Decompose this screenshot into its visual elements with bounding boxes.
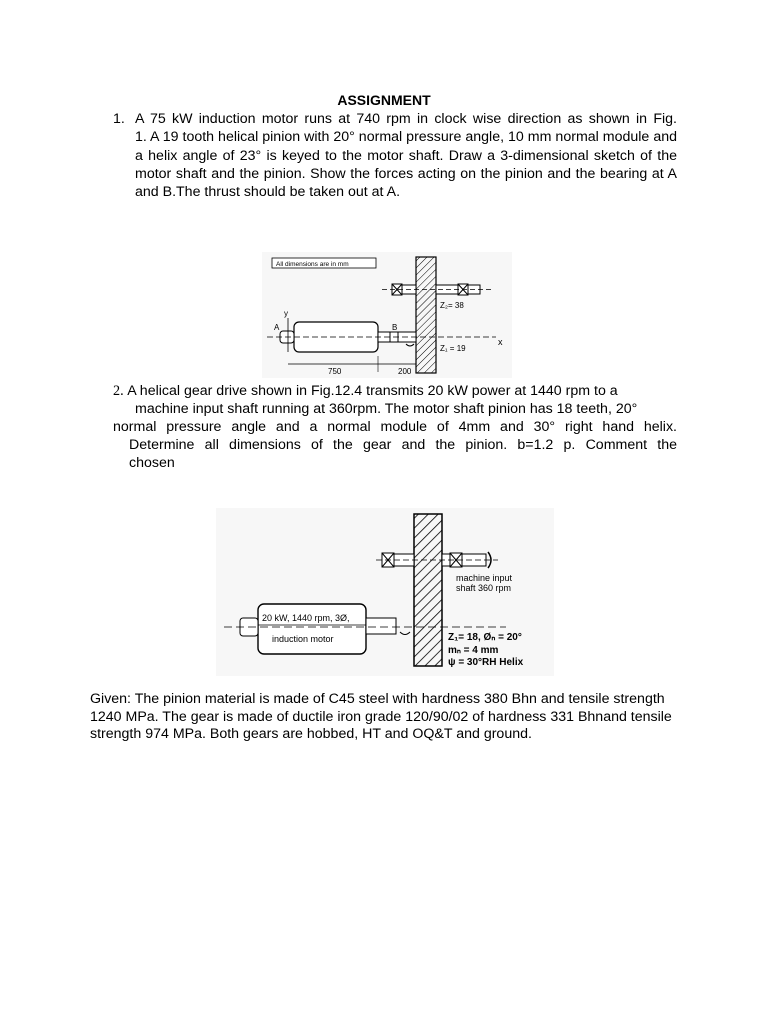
machine-input-label-1: machine input bbox=[456, 573, 513, 583]
dimension-750: 750 bbox=[328, 367, 342, 376]
z2-label: Z₂= 38 bbox=[440, 301, 464, 310]
bearing-a-label: A bbox=[274, 323, 280, 332]
z1-label: Z₁ = 19 bbox=[440, 344, 466, 353]
gear bbox=[414, 514, 442, 666]
dimension-200: 200 bbox=[398, 367, 412, 376]
question-1-line-1: A 75 kW induction motor runs at 740 rpm in clock wise direction as shown in Fig. bbox=[135, 111, 677, 127]
question-2-line-4: Determine all dimensions of the gear and the pinion. b=1.2 p. Comment the bbox=[129, 437, 677, 453]
question-2 bbox=[113, 382, 677, 472]
question-2-line-1: A helical gear drive shown in Fig.12.4 transmits 20 kW power at 1440 rpm to a bbox=[127, 383, 618, 399]
z1-label: Z₁= 18, Øₙ = 20° bbox=[448, 632, 522, 643]
question-2-number: 2. bbox=[113, 383, 124, 399]
question-2-line-5: chosen bbox=[129, 455, 175, 471]
question-1-number: 1. bbox=[113, 111, 125, 127]
bearing-b-label: B bbox=[392, 323, 398, 332]
figure-2 bbox=[216, 508, 554, 676]
motor-shaft-right bbox=[366, 618, 396, 634]
dimension-note: All dimensions are in mm bbox=[276, 261, 349, 268]
question-2-line-2: machine input shaft running at 360rpm. The motor shaft pinion has 18 teeth, 20° bbox=[135, 401, 638, 417]
motor-label: induction motor bbox=[272, 634, 334, 644]
induction-motor bbox=[258, 604, 366, 654]
question-1 bbox=[113, 110, 677, 201]
x-axis-label: x bbox=[498, 337, 503, 347]
helix-label: ψ = 30°RH Helix bbox=[448, 657, 524, 668]
question-2-line-3: normal pressure angle and a normal module of 4mm and 30° right hand helix. bbox=[113, 419, 677, 435]
page-title: ASSIGNMENT bbox=[337, 92, 431, 108]
figure-1 bbox=[262, 252, 512, 378]
module-label: mₙ = 4 mm bbox=[448, 645, 499, 656]
given-paragraph: Given: The pinion material is made of C45 steel with hardness 380 Bhn and tensile strength 1240 MPa. The gear is made of ductile iron grade 120/90/02 of hardness 331 Bhnand tensile strength 974 MPa. Both gears are hobbed, HT and OQ&T and ground. bbox=[90, 691, 672, 742]
y-axis-label: y bbox=[284, 309, 288, 318]
question-1-body bbox=[135, 110, 677, 201]
question-1-text: 1. A 19 tooth helical pinion with 20° normal pressure angle, 10 mm normal module and a helix angle of 23° is keyed to the motor shaft. Draw a 3-dimensional sketch of the motor shaft and the pinion. Show the forces acting on the pinion and the bearing at A and B.The thrust should be taken out at A. bbox=[135, 129, 677, 201]
gear-z2 bbox=[416, 257, 436, 373]
motor-spec: 20 kW, 1440 rpm, 3Ø, bbox=[262, 613, 350, 623]
machine-input-label-2: shaft 360 rpm bbox=[456, 583, 512, 593]
figure-1-background bbox=[262, 252, 512, 378]
